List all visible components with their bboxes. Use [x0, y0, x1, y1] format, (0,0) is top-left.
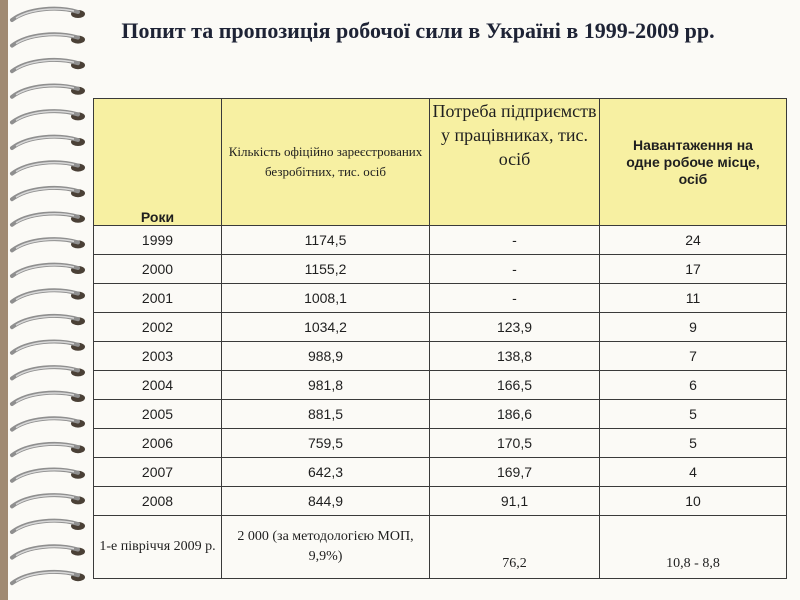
table-cell: 138,8 — [430, 342, 600, 371]
table-cell: 169,7 — [430, 458, 600, 487]
table-cell: 2 000 (за методологією МОП, 9,9%) — [222, 516, 430, 579]
table-cell: 2005 — [94, 400, 222, 429]
table-cell: 9 — [600, 313, 787, 342]
table-row — [94, 487, 787, 516]
header-years: Роки — [94, 99, 222, 226]
table-row — [94, 284, 787, 313]
table-cell: 10 — [600, 487, 787, 516]
table-row — [94, 400, 787, 429]
table-cell: 642,3 — [222, 458, 430, 487]
table-cell: 170,5 — [430, 429, 600, 458]
table-cell: 1174,5 — [222, 226, 430, 255]
table-cell: 5 — [600, 429, 787, 458]
table-cell: 1999 — [94, 226, 222, 255]
table-cell: 166,5 — [430, 371, 600, 400]
table-cell: 2000 — [94, 255, 222, 284]
table-cell: 5 — [600, 400, 787, 429]
table-cell: 6 — [600, 371, 787, 400]
table-cell: 24 — [600, 226, 787, 255]
table-cell: 186,6 — [430, 400, 600, 429]
header-load: Навантаження на одне робоче місце, осіб — [600, 99, 787, 226]
table-cell: - — [430, 284, 600, 313]
table-row-half-year — [94, 516, 787, 579]
table-row — [94, 226, 787, 255]
slide-page — [8, 0, 800, 600]
table-cell: 17 — [600, 255, 787, 284]
table-cell: 2007 — [94, 458, 222, 487]
labor-market-table — [93, 98, 787, 579]
table-row — [94, 255, 787, 284]
table-cell: 4 — [600, 458, 787, 487]
table-cell: 76,2 — [430, 516, 600, 579]
table-cell: 2008 — [94, 487, 222, 516]
table-cell: 10,8 - 8,8 — [600, 516, 787, 579]
table-cell: 881,5 — [222, 400, 430, 429]
table-cell: 844,9 — [222, 487, 430, 516]
table-row — [94, 458, 787, 487]
table-cell: - — [430, 255, 600, 284]
table-cell: 7 — [600, 342, 787, 371]
table-cell: 988,9 — [222, 342, 430, 371]
table-cell: 1-е півріччя 2009 р. — [94, 516, 222, 579]
table-cell: 2006 — [94, 429, 222, 458]
table-cell: 2004 — [94, 371, 222, 400]
table-cell: 123,9 — [430, 313, 600, 342]
table-cell: 1008,1 — [222, 284, 430, 313]
table-cell: 91,1 — [430, 487, 600, 516]
table-cell: 11 — [600, 284, 787, 313]
table-cell: 2003 — [94, 342, 222, 371]
table-row — [94, 371, 787, 400]
spiral-binding-icon — [8, 0, 98, 600]
table-cell: 759,5 — [222, 429, 430, 458]
header-unemployed: Кількість офіційно зареєстрованих безробітних, тис. осіб — [222, 99, 430, 226]
table-row — [94, 429, 787, 458]
table-row — [94, 313, 787, 342]
page-title: Попит та пропозиція робочої сили в Україні в 1999-2009 рр. — [121, 18, 715, 43]
table-cell: 981,8 — [222, 371, 430, 400]
table-cell: 2002 — [94, 313, 222, 342]
table-cell: 1155,2 — [222, 255, 430, 284]
header-demand: Потреба підприємств у працівниках, тис. осіб — [430, 99, 600, 226]
table-cell: 2001 — [94, 284, 222, 313]
table-row — [94, 342, 787, 371]
table-cell: - — [430, 226, 600, 255]
table-cell: 1034,2 — [222, 313, 430, 342]
header-row — [94, 99, 787, 226]
table-body — [94, 226, 787, 579]
